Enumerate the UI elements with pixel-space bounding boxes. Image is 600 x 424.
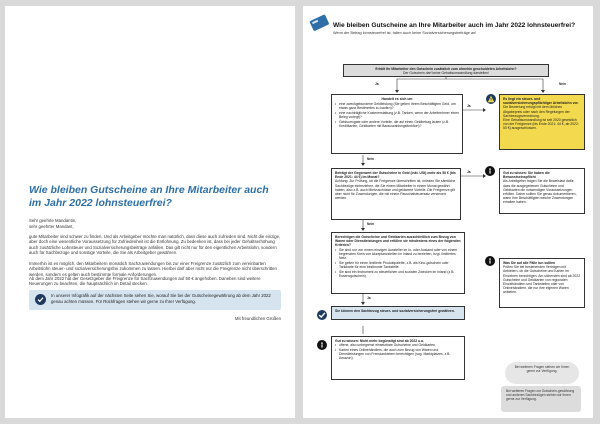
info-icon <box>485 166 495 176</box>
start-question: Erhält Ihr Mitarbeiter den Gutschein zusätzlich zum ohnehin geschuldeten Arbeitslohn? <box>375 67 517 71</box>
betrag-box <box>331 168 461 220</box>
info-box <box>29 290 281 310</box>
closing-text: Mit freundlichen Grüßen <box>234 316 281 321</box>
label-nein-2: Nein <box>367 157 374 161</box>
todo-heading: Was Sie auf alle Fälle tun sollten <box>503 261 556 265</box>
label-ja-3: Ja <box>467 170 471 174</box>
todo-box <box>499 258 585 308</box>
handelt-item: • eine zweckgebundene Geldleistung (Sie geben Ihrem Beschäftigten Geld, um etwas ganz Bestimmtes zu kaufen)? <box>335 102 459 110</box>
info-box-text: In unserer Infografik auf der nächsten Seite sehen Sie, worauf Sie bei der Gutscheinegewährung ab dem Jahr 2022 genau achten müssen. Für Rückfragen stehen wir gerne zu Ihrer Verfügung. <box>51 293 271 304</box>
berechtigen-heading: Berechtigen die Gutscheine und Geldkarten ausschließlich zum Bezug von Waren oder Dienstleistungen und erfüllen sie mindestens eines der folgenden Kriterien? <box>335 235 461 248</box>
berechtigen-item: • Sie gelten für einen limitierte Produktpalette, z.B. als Kino-gutschein oder Tankkarte für eine bestimmte Tankstelle. <box>335 261 461 269</box>
label-ja-2: Ja <box>467 104 471 108</box>
tip-icon <box>485 256 495 266</box>
left-page <box>5 6 295 418</box>
handelt-box <box>331 94 463 154</box>
left-page-title: Wie bleiben Gutscheine an Ihre Mitarbeiter auch im Jahr 2022 lohnsteuerfrei? <box>29 184 269 209</box>
berechtigen-box <box>331 232 465 294</box>
right-page <box>303 6 593 418</box>
result-box: Sie können den Sachbezug steuer- und sozialversicherungsfrei gewähren. <box>331 306 465 320</box>
yellow-heading: Es liegt ein steuer- und sozialversicherungspflichtiger Arbeitslohn vor. <box>503 97 579 106</box>
handelt-heading: Handelt es sich um <box>381 97 413 101</box>
betrag-heading: Beträgt der Gegenwert der Gutscheine in Geld (inkl. USt) mehr als 50 € (bis Ende 2021: 44 €) im Monat? <box>335 171 456 180</box>
paragraph-2: Immerhin ist es möglich, den Mitarbeitern monatlich Sachzuwendungen bis zur einer Freigrenze zusätzlich zum vereinbarten Arbeitslohn steuer- und sozialversicherungsfrei zukommen zu lassen. Hierbei darf aber nicht nur die Freigrenze nicht überschritten werden, sondern es gelten auch bestimmte formale Anforderungen. <box>29 261 277 277</box>
label-nein-3: Nein <box>367 222 374 226</box>
contact-note-box: Bei weiteren Fragen zur Gutschein-gewährung und anderen Sachbezügen stehen wir Ihnen gerne zur Verfügung. <box>501 386 581 412</box>
todo-text: Prüfen Sie bei bestehenden Verträgen mit Anbietern, ob die Gutscheine und Karten im Einzelnen berechtigen. Am sichersten sind ab 2022 Gutscheine und Geldkarten von regionalen Einzelhändlern und Tankstellen oder von Onlinehändlern, die nur ihre eigenen Waren anbieten. <box>503 265 581 295</box>
greeting-line-2: sehr geehrter Mandant, <box>29 224 74 229</box>
paragraph-1: gute Mitarbeiter sind schwer zu finden. Und als Arbeitgeber möchte man natürlich, dass diese auch zufrieden sind. Nicht die einzige, aber doch eine wesentliche Voraussetzung für Zufriedenheit ist die Entlohnung. Zu bedenken ist, dass bei jeder Gehaltserhöhung auch zusätzliche Lohnsteuer und Sozialversicherungsbeiträge anfallen. Das gilt nicht nur für den eigentlichen Arbeitslohn, sondern auch für Sachbezüge und sonstige Vorteile, die Sie als Arbeitgeber gewähren. <box>29 234 281 256</box>
handelt-item: • eine nachträgliche Kostenerstattung (z.B. Tanken, wenn der Arbeitnehmer einen Beleg vorlegt)? <box>335 111 459 119</box>
beweislast-box <box>499 168 585 214</box>
betrag-text: Achtung: Zur Prüfung, ob die Freigrenze überschritten ist, müssen Sie sämtliche Sachbezüge einbeziehen, die Sie einem Mitarbeiter in einem Monat gewährt haben, also z.B. auch Mietzuschüsse und geldwerte Vorteile. Die Freigrenze gilt aber nicht für Zuwendungen, die mit einem Pauschalsteuersatz versteuert werden. <box>335 179 456 201</box>
start-question-box <box>343 64 549 77</box>
beweislast-heading: Gut zu wissen: Sie haben die Bewusstseinspflicht <box>503 171 550 180</box>
not-eligible-item: • offene, also unbegrenzt einsetzbare Gutscheine und Geldkarten, <box>335 343 461 347</box>
speech-cloud: Bei weiteren Fragen stehen wir Ihnen gerne zur Verfügung. <box>505 362 579 384</box>
beweislast-text: Als Arbeitgeber tragen Sie die Beweislast dafür, dass die ausgegebenen Gutscheine und Geldkarten die notwendigen Voraussetzungen erfüllen. Daher sollten Sie genau dokumentieren, wann Ihre Beschäftigten welche Zuwendungen erhalten haben. <box>503 179 577 205</box>
label-nein-1: Nein <box>559 82 566 86</box>
paragraph-3: Ab dem Jahr 2022 hat der Gesetzgeber die Freigrenze für Sachzuwendungen auf 50 € angehoben. Daneben sind weitere Neuerungen zu beachten, die hauptsächlich im Detail stecken. <box>29 276 261 287</box>
right-page-subtitle: Wenn der Betrag lohnsteuerfrei ist, fallen auch keine Sozialversicherungsbeiträge an! <box>333 31 477 35</box>
hint-icon <box>317 340 327 350</box>
start-note: Der Gutschein darf keine Gehaltsumwandlung darstellen! <box>403 71 489 76</box>
not-eligible-heading: Gut zu wissen: Nicht mehr begünstigt sind ab 2022 u.a. <box>335 339 424 343</box>
yellow-warning-box <box>499 94 585 150</box>
warning-icon <box>486 94 496 104</box>
greeting-line-1: Sehr geehrte Mandantin, <box>29 218 77 223</box>
yellow-text-1: Die Bewertung erfolgt mit dem üblichen Abgabepreis oder nach den Regelungen der Sachbezugsverordnung. <box>503 105 570 118</box>
success-check-icon <box>317 310 327 320</box>
berechtigen-item: • Sie sind ein Instrument zu steuerlichen und sozialen Zwecken im Inland (z.B. Essensgutschein). <box>335 270 461 278</box>
yellow-text-2: Eine Gehaltsumwandlung ist seit 2020 gesetzlich von der Freigrenze (bis Ende 2021: 44 €, ab 2022: 50 €) ausgeschlossen. <box>503 118 579 131</box>
not-eligible-box <box>331 336 465 380</box>
right-page-title: Wie bleiben Gutscheine an Ihre Mitarbeiter auch im Jahr 2022 lohnsteuerfrei? <box>333 22 576 29</box>
label-ja-4: Ja <box>367 296 371 300</box>
berechtigen-item: • Sie sind nur von einem einzigen Aussteller im In- oder Ausland oder von einem begrenzten Kreis von Akzeptanzstellen im Inland zu beziehen, bzgl. limitiertes Netz. <box>335 248 461 261</box>
handelt-item: • Geldsurrogate oder andere Vorteile, die auf einen Geldbetrag lauten (z.B. Kreditkarten, Geldkarten mit Barauszahlungsfunktion)? <box>335 120 459 128</box>
label-ja-1: Ja <box>375 82 379 86</box>
not-eligible-item: • Karten eines Onlinehändlers, die auch zum Bezug von Waren und Dienstleistungen von Fremdanbietern berechtigen (sog. Marktplatzes, z.B. Amazon). <box>335 348 461 361</box>
checkmark-icon <box>35 294 46 305</box>
